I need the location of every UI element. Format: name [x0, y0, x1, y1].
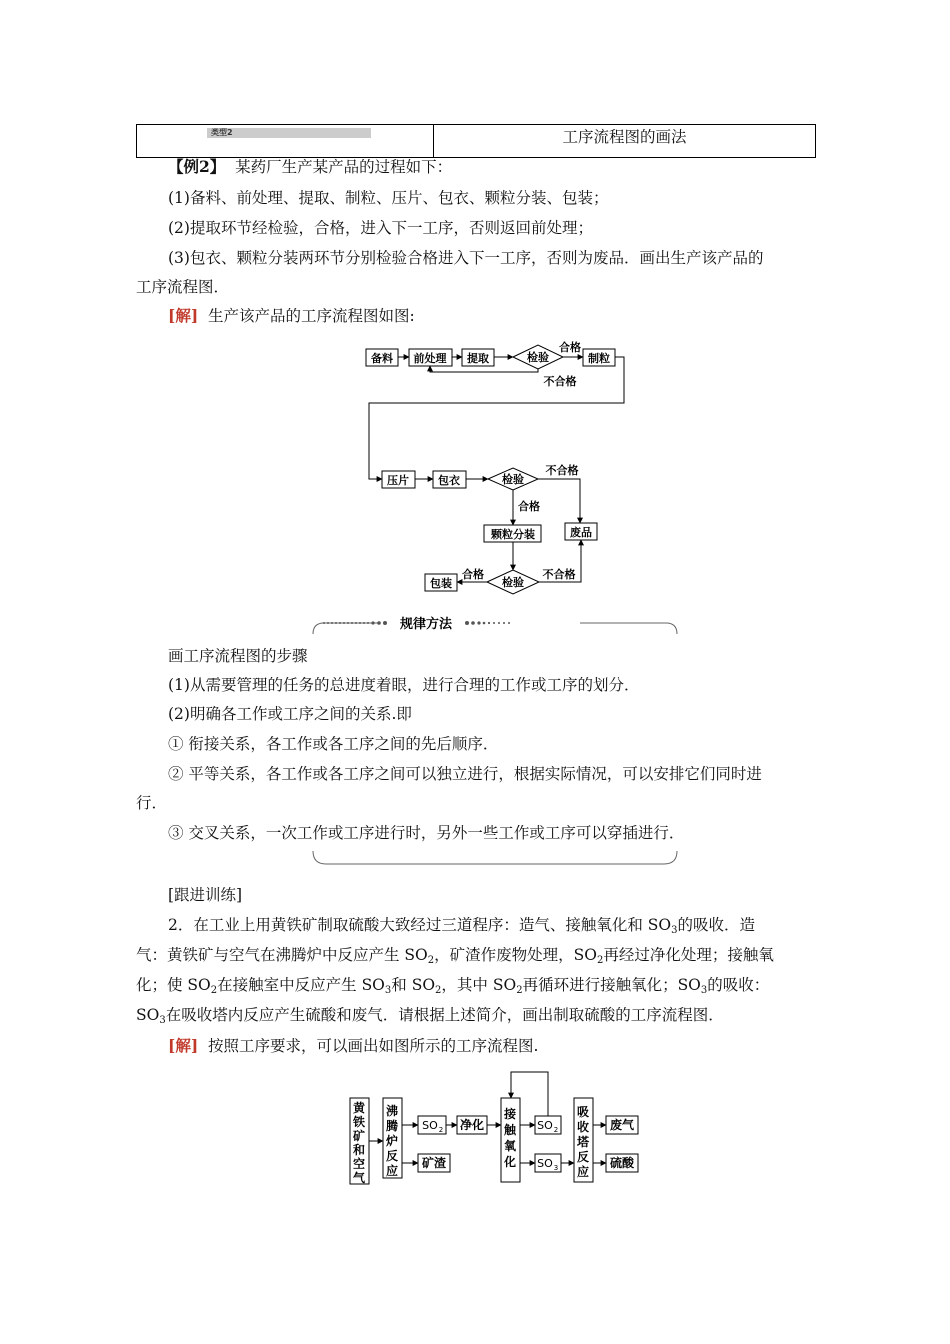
method-item5: ③ 交叉关系，一次工作或工序进行时，另外一些工作或工序可以穿插进行． [168, 824, 685, 842]
furnace-char-2: 腾 [385, 1119, 399, 1133]
q3-f: 的吸收： [707, 976, 770, 994]
example-intro-text: 某药厂生产某产品的过程如下： [235, 158, 453, 176]
q4-b: 在吸收塔内反应产生硫酸和废气．请根据上述简介，画出制取硫酸的工序流程图． [165, 1006, 724, 1024]
q3-sub2: 3 [384, 985, 392, 996]
method-item4-line1: ② 平等关系，各工作或各工序之间可以独立进行，根据实际情况，可以安排它们同时进 [168, 765, 762, 783]
method-heading: 画工序流程图的步骤 [168, 647, 308, 665]
label-jianyan-2: 检验 [502, 473, 524, 486]
section-title: 工序流程图的画法 [562, 128, 687, 146]
method-item3: ① 衔接关系，各工作或各工序之间的先后顺序． [168, 735, 499, 753]
pyrite-char-6: 气 [352, 1171, 366, 1185]
q3-b: 在接触室中反应产生 SO [217, 976, 385, 994]
furnace-char-1: 沸 [385, 1104, 399, 1118]
label-buhege-2: 不合格 [545, 464, 579, 477]
label-jianyan-3: 检验 [502, 576, 524, 589]
label-liusuan: 硫酸 [609, 1156, 635, 1170]
absorb-char-4: 反 [576, 1150, 590, 1164]
label-hege-1: 合格 [559, 341, 581, 354]
label-kuangzha: 矿渣 [421, 1156, 447, 1170]
label-beiliao: 备料 [371, 352, 393, 365]
absorb-char-5: 应 [576, 1165, 590, 1179]
method-title: 规律方法 [399, 617, 453, 632]
label-jinghua: 净化 [459, 1118, 485, 1132]
sulfuric-acid-flowchart [344, 1066, 644, 1190]
label-hege-2: 合格 [518, 500, 540, 513]
contact-char-1: 接 [503, 1107, 517, 1121]
q3-sub: 2 [210, 985, 218, 996]
label-yapian: 压片 [387, 474, 409, 487]
label-feipin: 废品 [570, 526, 592, 539]
label-baozhuang: 包装 [430, 577, 452, 590]
label-kelifenzhuang: 颗粒分装 [491, 528, 535, 541]
solution2-label: [解] [168, 1036, 199, 1055]
example-step3-line1: (3)包衣、颗粒分装两环节分别检验合格进入下一工序，否则为废品．画出生产该产品的 [168, 249, 764, 267]
contact-char-2: 触 [503, 1123, 517, 1137]
q3-d: ，其中 SO [441, 976, 517, 994]
q2-a: 气：黄铁矿与空气在沸腾炉中反应产生 SO [136, 946, 428, 964]
furnace-char-4: 反 [385, 1149, 399, 1163]
example-step1: (1)备料、前处理、提取、制粒、压片、包衣、颗粒分装、包装； [168, 189, 609, 207]
practice-q-line2 [136, 940, 816, 970]
label-so2-1-sub: 2 [438, 1126, 444, 1134]
contact-char-4: 化 [503, 1155, 517, 1169]
q3-c: 和 SO [391, 976, 436, 994]
solution2 [136, 1031, 816, 1061]
q3-a: 化；使 SO [136, 976, 211, 994]
label-feiqi: 废气 [609, 1118, 635, 1132]
q3-sub4: 2 [516, 985, 523, 996]
label-hege-3: 合格 [462, 568, 484, 581]
absorb-char-2: 收 [576, 1120, 590, 1134]
method-box-bottom [310, 848, 680, 870]
solution1-text: 生产该产品的工序流程图如图: [208, 307, 415, 325]
furnace-char-5: 应 [385, 1164, 399, 1178]
pyrite-char-4: 和 [352, 1143, 366, 1157]
pyrite-char-3: 矿 [352, 1129, 366, 1143]
q2-c: 再经过净化处理；接触氧 [603, 946, 774, 964]
method-item4-line2: 行． [136, 794, 168, 812]
q3-e: 再循环进行接触氧化；SO [522, 976, 701, 994]
label-so3-sub: 3 [553, 1164, 559, 1172]
label-baoyi: 包衣 [438, 474, 460, 487]
example-step2: (2)提取环节经检验，合格，进入下一工序，否则返回前处理； [168, 219, 593, 237]
label-jianyan-1: 检验 [527, 351, 549, 364]
label-buhege-3: 不合格 [542, 568, 576, 581]
solution1 [136, 301, 816, 331]
section-tag: 类型2 [207, 128, 371, 138]
label-so2-1: SO [422, 1119, 438, 1132]
q4-a: SO [136, 1006, 160, 1024]
furnace-char-3: 炉 [385, 1134, 399, 1148]
solution2-text: 按照工序要求，可以画出如图所示的工序流程图. [208, 1037, 539, 1055]
example-step3-line2: 工序流程图． [136, 278, 230, 296]
pyrite-char-2: 铁 [352, 1115, 366, 1129]
method-box-top [310, 612, 680, 640]
label-so2-2: SO [537, 1119, 553, 1132]
practice-q-line3 [136, 970, 816, 1000]
label-so3: SO [537, 1157, 553, 1170]
label-so2-2-sub: 2 [553, 1126, 559, 1134]
contact-char-3: 氧 [503, 1139, 517, 1153]
absorb-char-3: 塔 [576, 1135, 590, 1149]
q1-sub: 3 [671, 925, 678, 936]
practice-label: [跟进训练] [168, 886, 243, 904]
absorb-char-1: 吸 [576, 1105, 590, 1119]
q2-sub2: 2 [596, 955, 604, 966]
q1-b: 的吸收．造 [677, 916, 756, 934]
q3-sub3: 2 [435, 985, 442, 996]
q3-sub5: 3 [700, 985, 708, 996]
pyrite-char-5: 空 [352, 1157, 366, 1171]
solution1-label: [解] [168, 306, 199, 325]
example-intro [168, 152, 848, 182]
practice-q-line1 [136, 910, 816, 940]
method-item2: (2)明确各工作或工序之间的关系.即 [168, 705, 412, 723]
q2-b: ，矿渣作废物处理，SO [434, 946, 597, 964]
example-label: 【例2】 [168, 157, 226, 176]
q1-a: 2．在工业上用黄铁矿制取硫酸大致经过三道程序：造气、接触氧化和 SO [168, 916, 672, 934]
practice-q-line4 [136, 1000, 816, 1030]
label-buhege-1: 不合格 [543, 375, 577, 388]
label-zhili: 制粒 [588, 352, 610, 365]
q4-sub: 3 [159, 1015, 166, 1026]
production-flowchart [360, 336, 640, 598]
label-tiqu: 提取 [467, 352, 489, 365]
q2-sub: 2 [427, 955, 435, 966]
method-item1: (1)从需要管理的任务的总进度着眼，进行合理的工作或工序的划分． [168, 676, 640, 694]
label-qianchuli: 前处理 [413, 352, 447, 365]
pyrite-char-1: 黄 [352, 1101, 366, 1115]
